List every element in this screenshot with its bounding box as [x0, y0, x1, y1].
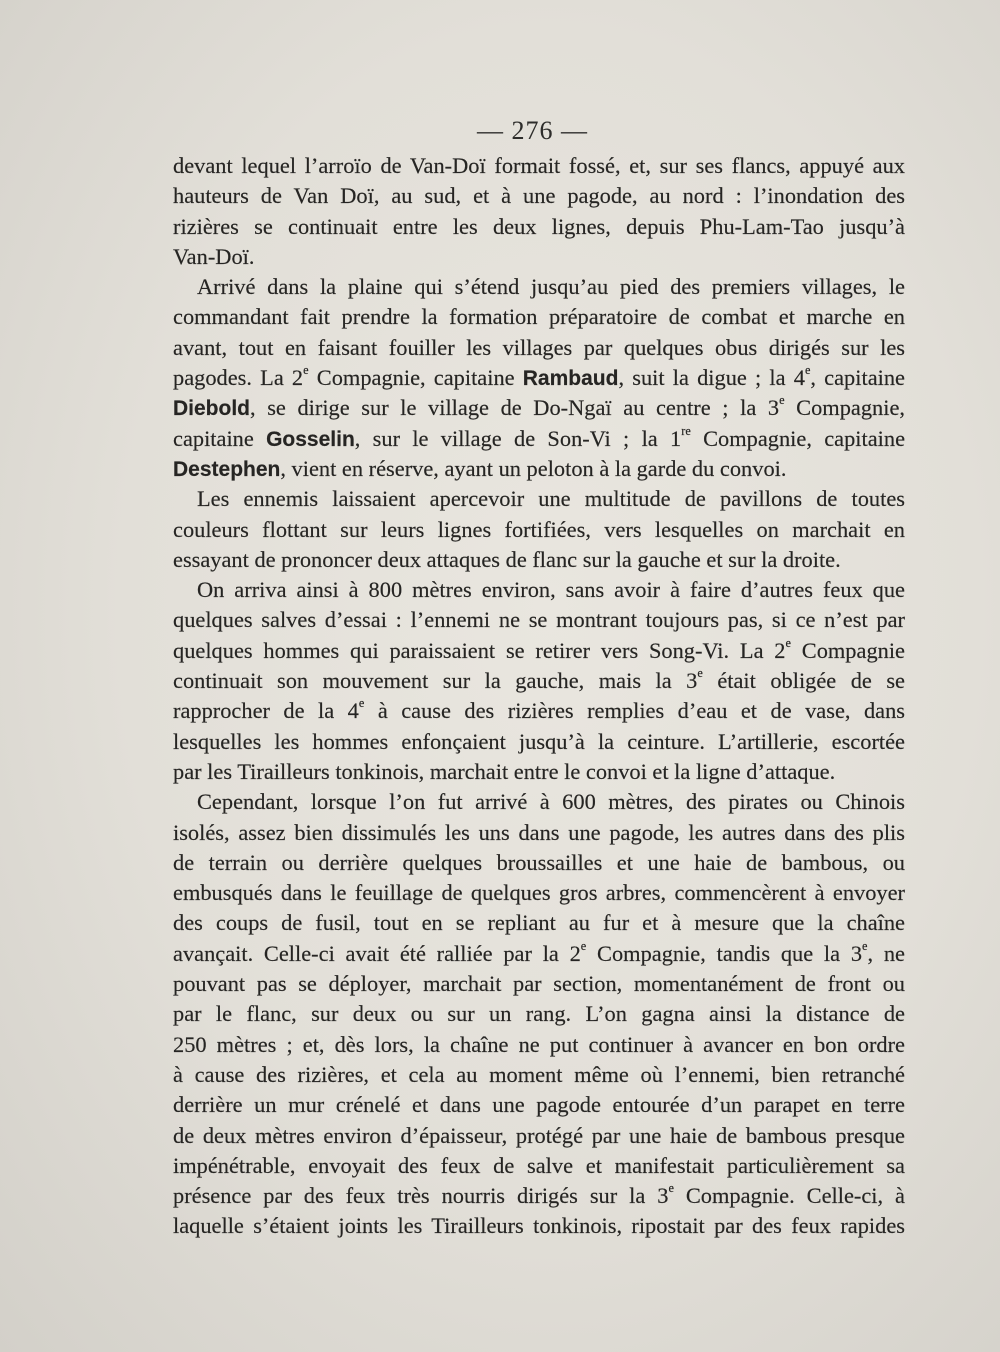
text-line	[173, 454, 905, 484]
text-run: Compagnie, capitaine	[308, 365, 523, 391]
ordinal-superscript: e	[804, 363, 811, 378]
text-run: à cause des rizières remplies d’eau et de vase, dans	[364, 698, 905, 724]
text-line	[173, 242, 905, 272]
text-line	[173, 212, 905, 242]
text-run: Cependant, lorsque l’on fut arrivé à 600 mètres, des pirates ou Chinois	[197, 789, 905, 815]
text-line	[173, 515, 905, 545]
text-line	[173, 636, 905, 666]
text-line	[173, 939, 905, 969]
text-run: On arriva ainsi à 800 mètres environ, sans avoir à faire d’autres feux que	[197, 577, 905, 603]
text-run: rapprocher de la 4	[173, 698, 359, 724]
ordinal-superscript: e	[303, 363, 309, 378]
text-run: derrière un mur crénelé et dans une pagode entourée d’un parapet en terre	[173, 1092, 905, 1118]
text-run: , ne	[867, 940, 905, 966]
text-run: impénétrable, envoyait des feux de salve et manifestait particulièrement sa	[173, 1152, 905, 1178]
text-run: commandant fait prendre la formation préparatoire de combat et marche en	[173, 304, 905, 330]
text-run: par le flanc, sur deux ou sur un rang. L’on gagna ainsi la distance de	[173, 1001, 905, 1027]
text-run: , capitaine	[810, 365, 905, 391]
text-line	[173, 848, 905, 878]
text-run: , suit la digue ; la 4	[618, 365, 805, 391]
page-number: — 276 —	[477, 116, 588, 145]
text-line	[173, 272, 905, 302]
text-line	[173, 363, 905, 393]
text-line	[173, 302, 905, 332]
ordinal-superscript: e	[862, 938, 868, 953]
text-run: était obligée de se	[702, 668, 905, 694]
text-run: isolés, assez bien dissimulés les uns dans une pagode, les autres dans des plis	[173, 819, 905, 845]
text-line	[173, 151, 905, 181]
text-run: des coups de fusil, tout en se repliant au fur et à mesure que la chaîne	[173, 910, 905, 936]
text-run: Compagnie, tandis que la 3	[586, 940, 863, 966]
text-line	[173, 424, 905, 454]
text-run: embusqués dans le feuillage de quelques gros arbres, commencèrent à envoyer	[173, 880, 905, 906]
text-line	[173, 666, 905, 696]
text-line	[173, 757, 905, 787]
text-run: rizières se continuait entre les deux lignes, depuis Phu-Lam-Tao jusqu’à	[173, 213, 905, 239]
text-line	[173, 605, 905, 635]
ordinal-superscript: e	[358, 696, 365, 711]
text-run: Compagnie, capitaine	[690, 425, 905, 451]
text-run: Compagnie. Celle-ci, à	[673, 1183, 905, 1209]
text-line	[173, 1181, 905, 1211]
text-line	[173, 1121, 905, 1151]
text-run: essayant de prononcer deux attaques de flanc sur la gauche et sur la droite.	[173, 546, 841, 572]
ordinal-superscript: e	[580, 938, 587, 953]
text-run: hauteurs de Van Doï, au sud, et à une pagode, au nord : l’inondation des	[173, 183, 905, 209]
text-line	[173, 908, 905, 938]
text-line	[173, 878, 905, 908]
text-run: , sur le village de Son-Vi ; la 1	[354, 425, 682, 451]
text-run: par les Tirailleurs tonkinois, marchait entre le convoi et la ligne d’attaque.	[173, 758, 836, 784]
text-run: avançait. Celle-ci avait été ralliée par la 2	[173, 940, 581, 966]
text-run: Van-Doï.	[173, 243, 255, 269]
officer-name: Gosselin	[266, 427, 355, 451]
text-run: , vient en réserve, ayant un peloton à la garde du convoi.	[280, 455, 787, 481]
text-run: laquelle s’étaient joints les Tirailleurs tonkinois, ripostait par des feux rapides	[173, 1213, 905, 1239]
text-line	[173, 969, 905, 999]
text-run: présence par des feux très nourris dirigés sur la 3	[173, 1183, 669, 1209]
text-line	[173, 181, 905, 211]
officer-name: Diebold	[173, 397, 250, 421]
ordinal-superscript: re	[681, 423, 691, 438]
text-line	[173, 999, 905, 1029]
text-line	[173, 393, 905, 423]
officer-name: Destephen	[173, 457, 281, 481]
text-line	[173, 1090, 905, 1120]
text-run: devant lequel l’arroïo de Van-Doï formait fossé, et, sur ses flancs, appuyé aux	[173, 153, 905, 178]
text-line	[173, 333, 905, 363]
text-run: Les ennemis laissaient apercevoir une multitude de pavillons de toutes	[197, 486, 905, 512]
text-run: Compagnie,	[784, 395, 905, 421]
text-run: de deux mètres environ d’épaisseur, protégé par une haie de bambous presque	[173, 1122, 905, 1148]
text-line	[173, 818, 905, 848]
ordinal-superscript: e	[779, 393, 785, 408]
text-line	[173, 1151, 905, 1181]
text-line	[173, 1030, 905, 1060]
text-line	[173, 545, 905, 575]
text-run: de terrain ou derrière quelques broussailles et une haie de bambous, ou	[173, 849, 905, 875]
body-text	[173, 151, 905, 1242]
text-line	[173, 484, 905, 514]
text-run: Arrivé dans la plaine qui s’étend jusqu’au pied des premiers villages, le	[197, 274, 905, 300]
text-run: continuait son mouvement sur la gauche, mais la 3	[173, 668, 698, 694]
text-line	[173, 696, 905, 726]
text-line	[173, 1211, 905, 1241]
ordinal-superscript: e	[785, 635, 791, 650]
ordinal-superscript: e	[668, 1181, 674, 1196]
text-line	[173, 727, 905, 757]
text-run: 250 mètres ; et, dès lors, la chaîne ne put continuer à avancer en bon ordre	[173, 1031, 905, 1057]
text-run: à cause des rizières, et cela au moment même où l’ennemi, bien retranché	[173, 1061, 905, 1087]
text-run: Compagnie	[790, 637, 905, 663]
text-run: capitaine	[173, 425, 267, 451]
text-run: pagodes. La 2	[173, 365, 304, 391]
text-run: lesquelles les hommes enfonçaient jusqu’à la ceinture. L’artillerie, escortée	[173, 728, 905, 754]
text-run: couleurs flottant sur leurs lignes fortifiées, vers lesquelles on marchait en	[173, 516, 905, 542]
text-line	[173, 1060, 905, 1090]
text-run: quelques salves d’essai : l’ennemi ne se montrant toujours pas, si ce n’est par	[173, 607, 905, 633]
text-line	[173, 787, 905, 817]
ordinal-superscript: e	[697, 666, 703, 681]
text-line	[173, 575, 905, 605]
officer-name: Rambaud	[522, 367, 619, 391]
text-run: quelques hommes qui paraissaient se retirer vers Song-Vi. La 2	[173, 637, 786, 663]
text-run: , se dirige sur le village de Do-Ngaï au centre ; la 3	[250, 395, 780, 421]
text-run: pouvant pas se déployer, marchait par section, momentanément de front ou	[173, 971, 905, 997]
text-run: avant, tout en faisant fouiller les villages par quelques obus dirigés sur les	[173, 334, 905, 360]
